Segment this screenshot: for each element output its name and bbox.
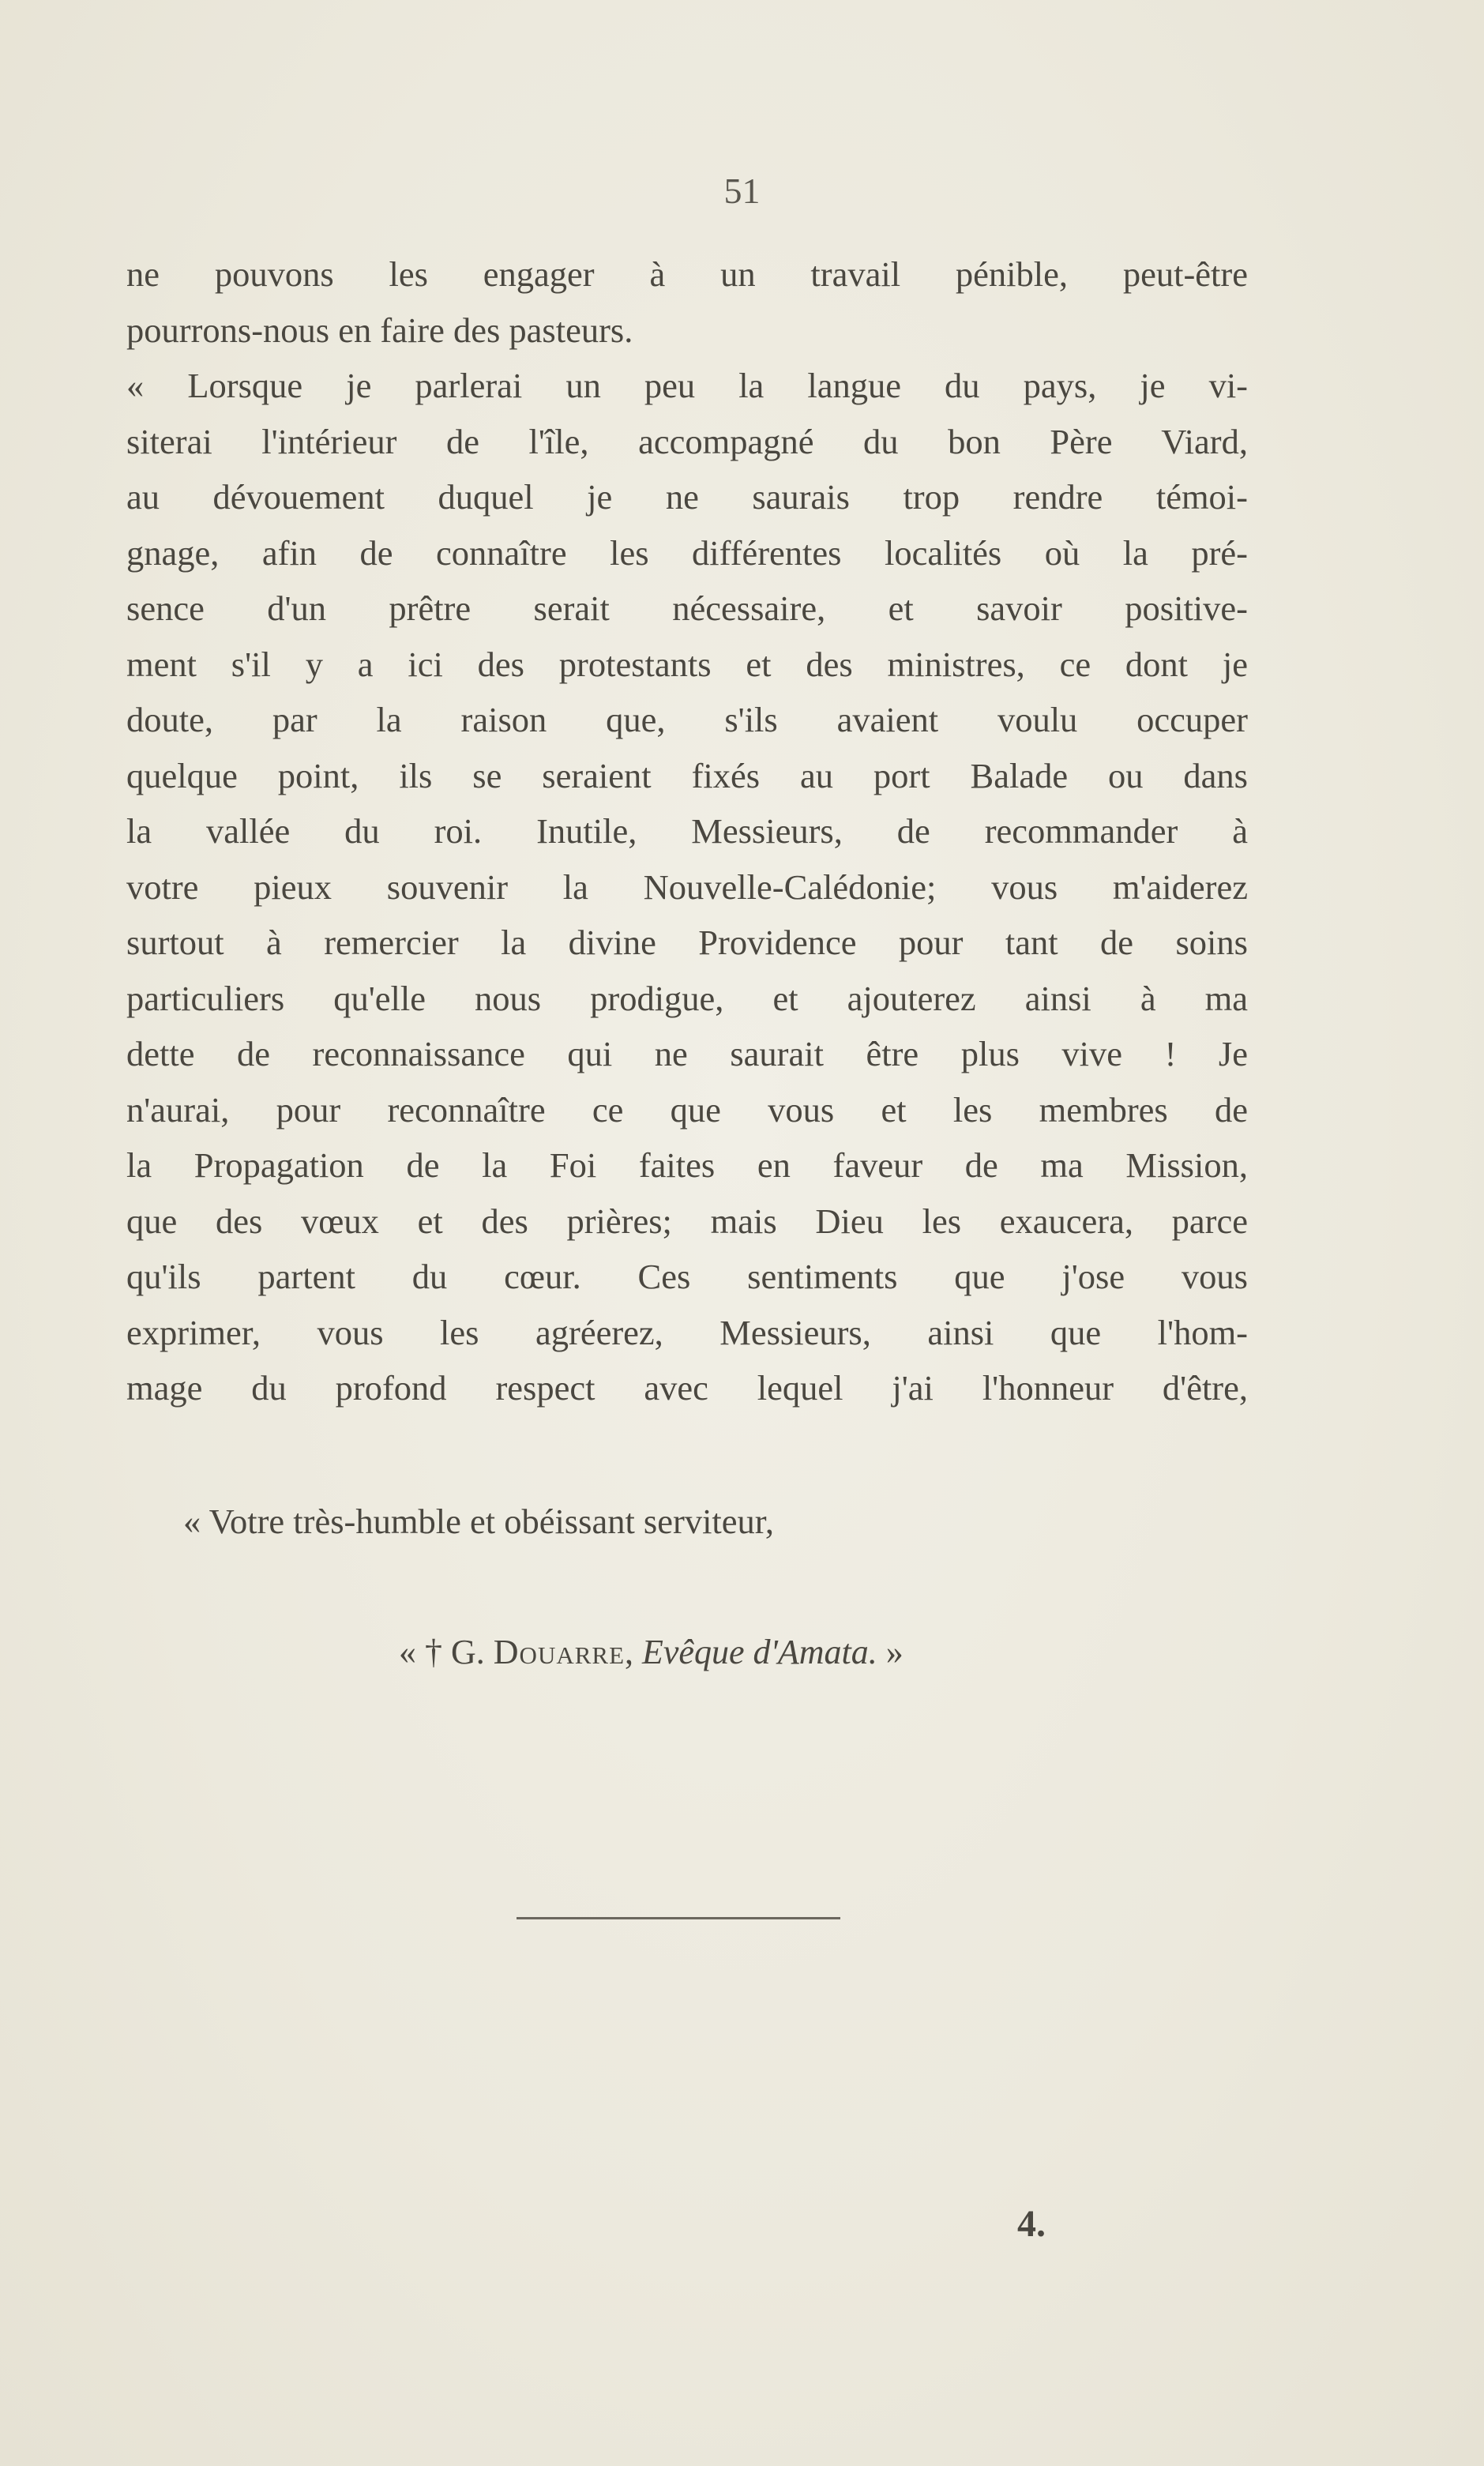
text-line: la Propagation de la Foi faites en faveur de ma Mission, — [126, 1145, 1248, 1185]
text-line: pourrons-nous en faire des pasteurs. — [126, 310, 633, 350]
text-line: n'aurai, pour reconnaître ce que vous et les membres de — [126, 1089, 1248, 1130]
letter-closing: « Votre très-humble et obéissant serviteur, — [183, 1502, 774, 1541]
text-line: ne pouvons les engager à un travail pénible, peut-être — [126, 254, 1248, 294]
text-line: mage du profond respect avec lequel j'ai l'honneur d'être, — [126, 1368, 1248, 1408]
text-line: qu'ils partent du cœur. Ces sentiments que j'ose vous — [126, 1257, 1248, 1296]
text-line: siterai l'intérieur de l'île, accompagné du bon Père Viard, — [126, 421, 1248, 461]
text-line: la vallée du roi. Inutile, Messieurs, de recommander à — [126, 811, 1248, 851]
body-text — [126, 246, 1248, 1416]
text-line: particuliers qu'elle nous prodigue, et ajouterez ainsi à ma — [126, 978, 1248, 1018]
text-line: au dévouement duquel je ne saurais trop rendre témoi- — [126, 477, 1248, 517]
text-line: gnage, afin de connaître les différentes localités où la pré- — [126, 532, 1248, 573]
text-line: quelque point, ils se seraient fixés au port Balade ou dans — [126, 755, 1248, 795]
page-number: 51 — [723, 171, 761, 211]
section-divider — [517, 1917, 840, 1919]
text-line: ment s'il y a ici des protestants et des ministres, ce dont je — [126, 644, 1248, 684]
text-line: que des vœux et des prières; mais Dieu les exaucera, parce — [126, 1201, 1248, 1241]
signature-open: « † G. — [399, 1633, 494, 1671]
signature-name: Douarre — [493, 1633, 626, 1671]
signature-close: » — [877, 1633, 904, 1671]
signature-title: Evêque d'Amata. — [642, 1633, 877, 1671]
text-line: exprimer, vous les agréerez, Messieurs, ainsi que l'hom- — [126, 1312, 1248, 1352]
signature-mark: 4. — [1017, 2203, 1046, 2245]
text-line: votre pieux souvenir la Nouvelle-Calédonie; vous m'aiderez — [126, 866, 1248, 907]
text-line: « Lorsque je parlerai un peu la langue du pays, je vi- — [126, 366, 1248, 405]
text-line: dette de reconnaissance qui ne saurait être plus vive ! Je — [126, 1034, 1248, 1073]
text-line: sence d'un prêtre serait nécessaire, et savoir positive- — [126, 588, 1248, 628]
text-line: doute, par la raison que, s'ils avaient voulu occuper — [126, 700, 1248, 739]
signature-sep: , — [625, 1633, 643, 1671]
text-line: surtout à remercier la divine Providence pour tant de soins — [126, 923, 1248, 962]
letter-signature — [399, 1632, 904, 1672]
